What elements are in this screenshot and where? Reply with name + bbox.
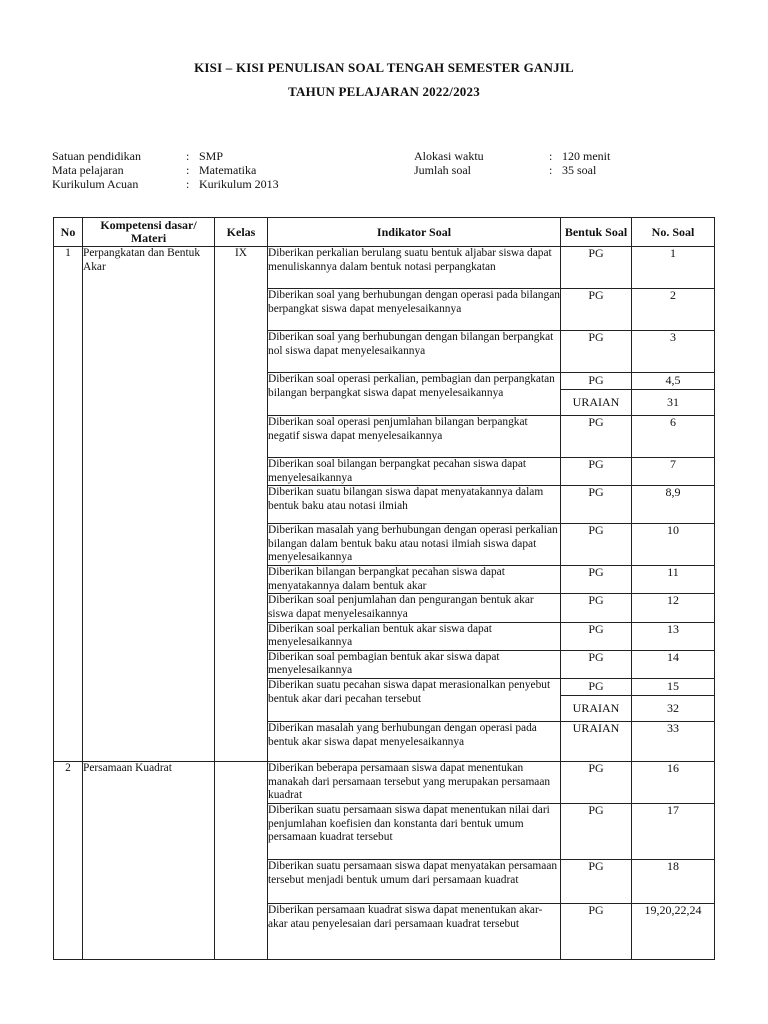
cell-bentuk-soal — [561, 678, 632, 721]
sub-bentuk-soal: PG — [588, 679, 604, 694]
meta-row-jumlah — [414, 163, 610, 177]
cell-bentuk-soal: URAIAN — [561, 721, 632, 761]
meta-label: Kurikulum Acuan — [52, 177, 139, 191]
cell-bentuk-soal: PG — [561, 903, 632, 959]
cell-kompetensi: Persamaan Kuadrat — [83, 761, 215, 959]
cell-indikator: Diberikan perkalian berulang suatu bentuk aljabar siswa dapat menuliskannya dalam bentuk notasi perpangkatan — [268, 247, 561, 289]
sub-bentuk-soal: PG — [588, 373, 604, 388]
cell-no-soal: 19,20,22,24 — [632, 903, 715, 959]
header-kompetensi: Kompetensi dasar/ Materi — [83, 218, 215, 247]
document-subtitle: TAHUN PELAJARAN 2022/2023 — [288, 84, 480, 99]
cell-bentuk-soal: PG — [561, 650, 632, 678]
cell-no-soal: 2 — [632, 289, 715, 331]
cell-bentuk-soal: PG — [561, 486, 632, 524]
cell-indikator: Diberikan suatu bilangan siswa dapat menyatakannya dalam bentuk baku atau notasi ilmiah — [268, 486, 561, 524]
meta-right — [414, 149, 610, 177]
cell-indikator: Diberikan soal perkalian bentuk akar siswa dapat menyelesaikannya — [268, 622, 561, 650]
header-no-soal: No. Soal — [632, 218, 715, 247]
cell-indikator: Diberikan soal penjumlahan dan pengurangan bentuk akar siswa dapat menyelesaikannya — [268, 594, 561, 622]
cell-no-soal: 7 — [632, 458, 715, 486]
meta-value: 35 soal — [562, 163, 597, 177]
meta-colon: : — [186, 149, 190, 163]
cell-no-soal: 1 — [632, 247, 715, 289]
cell-bentuk-soal: PG — [561, 803, 632, 859]
meta-label: Mata pelajaran — [52, 163, 124, 177]
cell-indikator: Diberikan soal yang berhubungan dengan operasi pada bilangan berpangkat siswa dapat menyelesaikannya — [268, 289, 561, 331]
meta-value: SMP — [199, 149, 224, 163]
cell-no-soal: 16 — [632, 761, 715, 803]
meta-row-alokasi — [414, 149, 610, 163]
meta-label: Satuan pendidikan — [52, 149, 141, 163]
cell-no-soal: 3 — [632, 331, 715, 373]
cell-bentuk-soal: PG — [561, 761, 632, 803]
meta-colon: : — [549, 149, 553, 163]
meta-value: 120 menit — [562, 149, 611, 163]
cell-bentuk-soal: PG — [561, 594, 632, 622]
cell-bentuk-soal: PG — [561, 524, 632, 566]
meta-label: Jumlah soal — [414, 163, 471, 177]
cell-no-soal — [632, 678, 715, 721]
meta-label: Alokasi waktu — [414, 149, 484, 163]
cell-bentuk-soal: PG — [561, 416, 632, 458]
cell-no: 1 — [54, 247, 83, 762]
cell-no-soal: 12 — [632, 594, 715, 622]
cell-no-soal: 18 — [632, 859, 715, 903]
cell-indikator: Diberikan masalah yang berhubungan dengan operasi perkalian bilangan dalam bentuk baku atau notasi ilmiah siswa dapat menyelesaikannya — [268, 524, 561, 566]
header-no: No — [54, 218, 83, 247]
cell-bentuk-soal: PG — [561, 566, 632, 594]
cell-no-soal: 33 — [632, 721, 715, 761]
cell-indikator: Diberikan soal pembagian bentuk akar siswa dapat menyelesaikannya — [268, 650, 561, 678]
cell-indikator: Diberikan bilangan berpangkat pecahan siswa dapat menyatakannya dalam bentuk akar — [268, 566, 561, 594]
cell-no-soal: 14 — [632, 650, 715, 678]
cell-indikator: Diberikan suatu persamaan siswa dapat menentukan nilai dari penjumlahan koefisien dan konstanta dari bentuk umum persamaan kuadrat tersebut — [268, 803, 561, 859]
cell-bentuk-soal: PG — [561, 458, 632, 486]
cell-kompetensi: Perpangkatan dan Bentuk Akar — [83, 247, 215, 762]
table-header-row — [54, 218, 715, 247]
table-row — [54, 761, 715, 803]
meta-left — [52, 149, 279, 191]
kisi-table — [53, 217, 715, 960]
cell-indikator: Diberikan persamaan kuadrat siswa dapat menentukan akar-akar atau penyelesaian dari persamaan kuadrat tersebut — [268, 903, 561, 959]
cell-bentuk-soal: PG — [561, 289, 632, 331]
meta-row-mapel — [52, 163, 279, 177]
meta-row-kurikulum — [52, 177, 279, 191]
meta-colon: : — [186, 177, 190, 191]
cell-bentuk-soal: PG — [561, 622, 632, 650]
cell-bentuk-soal — [561, 373, 632, 416]
cell-indikator: Diberikan beberapa persamaan siswa dapat menentukan manakah dari persamaan tersebut yang merupakan persamaan kuadrat — [268, 761, 561, 803]
cell-no-soal: 10 — [632, 524, 715, 566]
sub-no-soal: 32 — [632, 695, 714, 721]
meta-row-satuan — [52, 149, 279, 163]
sub-bentuk-soal: URAIAN — [561, 695, 631, 721]
cell-no-soal: 11 — [632, 566, 715, 594]
meta-value: Matematika — [199, 163, 257, 177]
meta-value: Kurikulum 2013 — [199, 177, 279, 191]
cell-no-soal: 6 — [632, 416, 715, 458]
header-kelas: Kelas — [215, 218, 268, 247]
sub-no-soal: 15 — [667, 679, 679, 694]
cell-indikator: Diberikan soal yang berhubungan dengan bilangan berpangkat nol siswa dapat menyelesaikannya — [268, 331, 561, 373]
cell-kelas — [215, 761, 268, 959]
cell-no-soal: 8,9 — [632, 486, 715, 524]
cell-indikator: Diberikan suatu persamaan siswa dapat menyatakan persamaan tersebut menjadi bentuk umum dari persamaan kuadrat — [268, 859, 561, 903]
header-indikator: Indikator Soal — [268, 218, 561, 247]
cell-indikator: Diberikan soal operasi perkalian, pembagian dan perpangkatan bilangan berpangkat siswa dapat menyelesaikannya — [268, 373, 561, 416]
cell-bentuk-soal: PG — [561, 247, 632, 289]
sub-no-soal: 31 — [632, 389, 714, 415]
cell-indikator: Diberikan soal operasi penjumlahan bilangan berpangkat negatif siswa dapat menyelesaikannya — [268, 416, 561, 458]
header-bentuk-soal: Bentuk Soal — [561, 218, 632, 247]
cell-bentuk-soal: PG — [561, 859, 632, 903]
sub-bentuk-soal: URAIAN — [561, 389, 631, 415]
cell-bentuk-soal: PG — [561, 331, 632, 373]
document-title: KISI – KISI PENULISAN SOAL TENGAH SEMESTER GANJIL — [194, 60, 574, 75]
cell-no-soal — [632, 373, 715, 416]
cell-no-soal: 17 — [632, 803, 715, 859]
meta-colon: : — [549, 163, 553, 177]
cell-no-soal: 13 — [632, 622, 715, 650]
cell-indikator: Diberikan masalah yang berhubungan dengan operasi pada bentuk akar siswa dapat menyelesaikannya — [268, 721, 561, 761]
sub-no-soal: 4,5 — [665, 373, 681, 388]
cell-indikator: Diberikan suatu pecahan siswa dapat merasionalkan penyebut bentuk akar dari pecahan tersebut — [268, 678, 561, 721]
cell-indikator: Diberikan soal bilangan berpangkat pecahan siswa dapat menyelesaikannya — [268, 458, 561, 486]
cell-no: 2 — [54, 761, 83, 959]
table-row — [54, 247, 715, 289]
meta-colon: : — [186, 163, 190, 177]
cell-kelas: IX — [215, 247, 268, 762]
table-body — [54, 247, 715, 960]
